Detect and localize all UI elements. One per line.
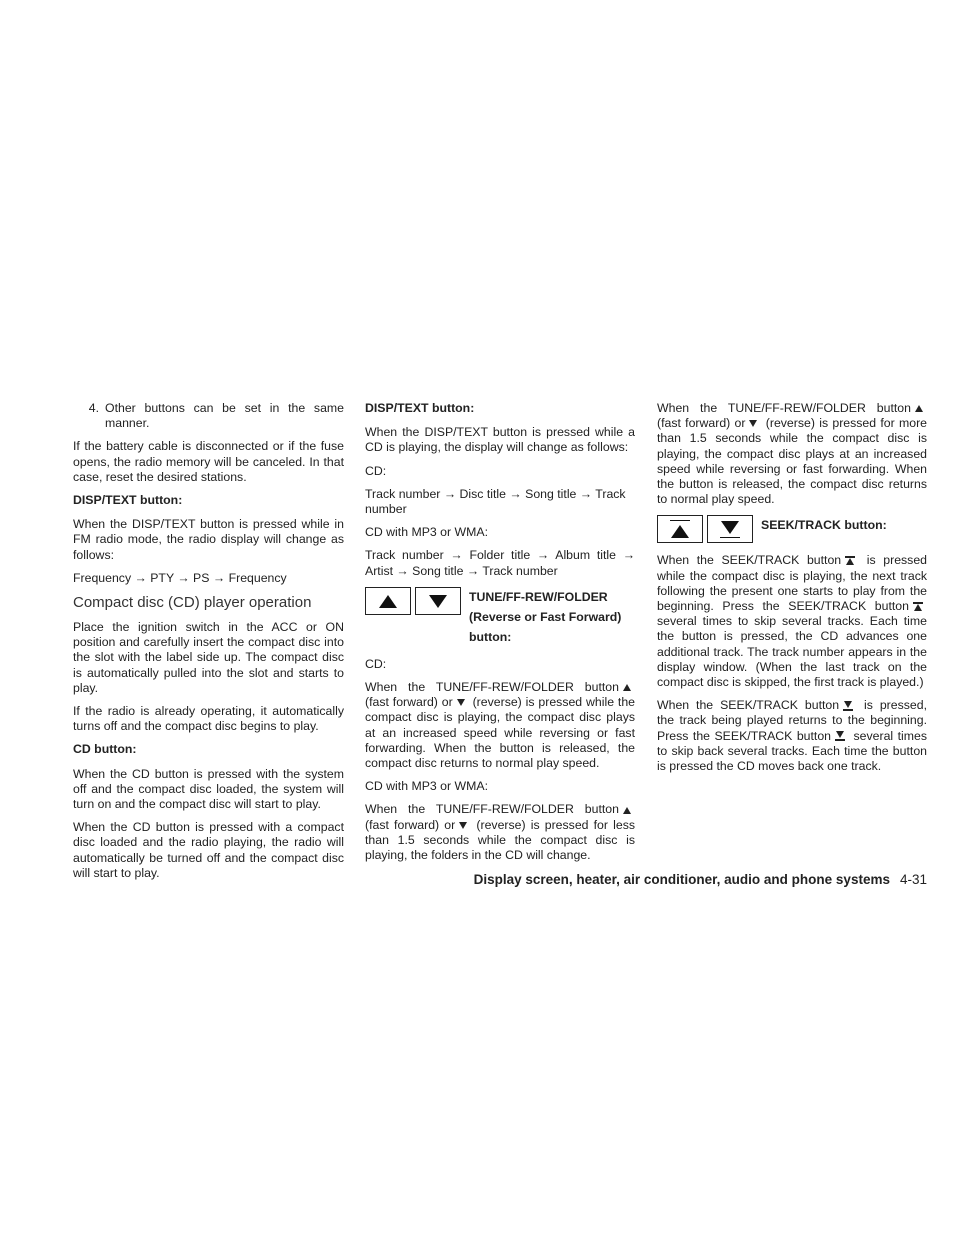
long-press-paragraph bbox=[657, 401, 927, 507]
radio-operating-paragraph: If the radio is already operating, it automatically turns off and the compact disc begins to play. bbox=[73, 704, 344, 734]
tune-down-button-illustration bbox=[415, 587, 461, 615]
mp3-tune-paragraph bbox=[365, 802, 635, 863]
tune-down-triangle-icon bbox=[429, 595, 447, 608]
seek-button-figure bbox=[657, 515, 927, 543]
long-press-text-c: (reverse) is pressed for more than 1.5 seconds while the compact disc is playing, the compact disc plays at an increased speed while reversing or fast forwarding. When the button is released, the compact disc returns to normal play speed. bbox=[657, 416, 927, 507]
insert-cd-paragraph: Place the ignition switch in the ACC or ON position and carefully insert the compact disc into the slot with the label side up. The compact disc is automatically pulled into the slot and starts to play. bbox=[73, 620, 344, 695]
seek-up-button-illustration bbox=[657, 515, 703, 543]
column-1 bbox=[73, 401, 344, 889]
column-3 bbox=[657, 401, 927, 782]
mp3-tune-text-b: (fast forward) or bbox=[365, 817, 456, 832]
cd-button-off-paragraph: When the CD button is pressed with the system off and the compact disc loaded, the system will turn on and the compact disc will start to play. bbox=[73, 766, 344, 812]
seek-up-icon bbox=[913, 602, 923, 612]
seek-back-text-c: several times to skip back several tracks. Each time the button is pressed the CD moves back one track. bbox=[657, 728, 928, 774]
seek-up-icon bbox=[845, 556, 855, 566]
seek-down-icon bbox=[835, 731, 845, 741]
seek-back-text-b: is pressed, the track being played returns to the beginning. Press the SEEK/TRACK button bbox=[657, 698, 928, 743]
cd-section-title: Compact disc (CD) player operation bbox=[73, 594, 312, 612]
tune-up-triangle-icon bbox=[379, 595, 397, 608]
seek-track-heading: SEEK/TRACK button: bbox=[761, 518, 887, 533]
frequency-sequence: Frequency → PTY → PS → Frequency bbox=[73, 570, 287, 585]
seek-next-text-a: When the SEEK/TRACK button bbox=[657, 553, 842, 568]
seek-down-icon bbox=[721, 521, 739, 534]
seek-up-bar bbox=[670, 520, 690, 521]
cd-tune-text-a: When the TUNE/FF-REW/FOLDER button bbox=[365, 680, 619, 695]
cd-button-heading: CD button: bbox=[73, 742, 137, 757]
mp3-tune-text-c: (reverse) is pressed for less than 1.5 seconds while the compact disc is playing, the folders in the CD will change. bbox=[365, 817, 635, 863]
long-press-text-b: (fast forward) or bbox=[657, 416, 746, 431]
column-2 bbox=[365, 401, 635, 871]
reverse-icon bbox=[457, 699, 465, 706]
seek-down-button-illustration bbox=[707, 515, 753, 543]
tune-heading-line-3: button: bbox=[469, 629, 512, 644]
reverse-icon bbox=[749, 420, 757, 427]
tune-button-figure bbox=[365, 587, 635, 647]
seek-down-bar bbox=[720, 537, 740, 538]
cd-button-on-paragraph: When the CD button is pressed with a compact disc loaded and the radio playing, the radio will automatically be turned off and the compact disc will start to play. bbox=[73, 820, 344, 880]
seek-down-icon bbox=[843, 701, 853, 711]
page-footer bbox=[474, 872, 927, 887]
disp-text-paragraph-fm: When the DISP/TEXT button is pressed while in FM radio mode, the radio display will change as follows: bbox=[73, 517, 344, 562]
mp3-tune-text-a: When the TUNE/FF-REW/FOLDER button bbox=[365, 802, 619, 817]
cd-tune-paragraph bbox=[365, 680, 635, 771]
list-item-4 bbox=[73, 401, 344, 431]
cd-tune-text-c: (reverse) is pressed while the compact disc is playing, the compact disc plays at an increased speed while reversing or fast forwarding. When the button is released, the compact disc returns to normal play speed. bbox=[365, 695, 636, 771]
seek-back-paragraph bbox=[657, 698, 927, 774]
mp3-label-2: CD with MP3 or WMA: bbox=[365, 779, 488, 794]
tune-button-heading bbox=[469, 587, 621, 647]
seek-next-paragraph bbox=[657, 553, 927, 690]
page-number: 4-31 bbox=[899, 872, 927, 887]
mp3-label: CD with MP3 or WMA: bbox=[365, 525, 488, 540]
long-press-text-a: When the TUNE/FF-REW/FOLDER button bbox=[657, 401, 911, 415]
list-text: Other buttons can be set in the same manner. bbox=[105, 401, 344, 431]
cd-label-2: CD: bbox=[365, 656, 387, 671]
reverse-icon bbox=[459, 822, 467, 829]
list-number: 4. bbox=[88, 401, 99, 415]
mp3-display-sequence: Track number → Folder title → Album title → Artist → Song title → Track number bbox=[365, 548, 635, 578]
battery-paragraph: If the battery cable is disconnected or if the fuse opens, the radio memory will be canceled. In that case, reset the desired stations. bbox=[73, 439, 344, 484]
tune-heading-line-1: TUNE/FF-REW/FOLDER bbox=[469, 589, 608, 604]
cd-label: CD: bbox=[365, 463, 387, 478]
fast-forward-icon bbox=[915, 405, 923, 412]
tune-up-button-illustration bbox=[365, 587, 411, 615]
seek-next-text-c: several times to skip several tracks. Each time the button is pressed, the CD advances one additional track. The track number appears in the display window. (When the last track on the compact disc is skipped, the first track is played.) bbox=[657, 614, 927, 690]
cd-tune-text-b: (fast forward) or bbox=[365, 695, 453, 710]
cd-display-sequence: Track number → Disc title → Song title → Track number bbox=[365, 486, 626, 517]
fast-forward-icon bbox=[623, 807, 631, 814]
disp-text-heading-cd: DISP/TEXT button: bbox=[365, 401, 475, 415]
seek-back-text-a: When the SEEK/TRACK button bbox=[657, 698, 840, 713]
seek-up-icon bbox=[671, 525, 689, 538]
fast-forward-icon bbox=[623, 684, 631, 691]
seek-next-text-b: is pressed while the compact disc is playing, the next track following the present one starts to play from the beginning. Press the SEEK/TRACK button bbox=[657, 553, 928, 614]
disp-text-paragraph-cd: When the DISP/TEXT button is pressed while a CD is playing, the display will change as follows: bbox=[365, 425, 635, 455]
footer-title: Display screen, heater, air conditioner, audio and phone systems bbox=[473, 872, 890, 887]
tune-heading-line-2: (Reverse or Fast Forward) bbox=[469, 609, 622, 624]
disp-text-heading-fm: DISP/TEXT button: bbox=[73, 493, 183, 508]
